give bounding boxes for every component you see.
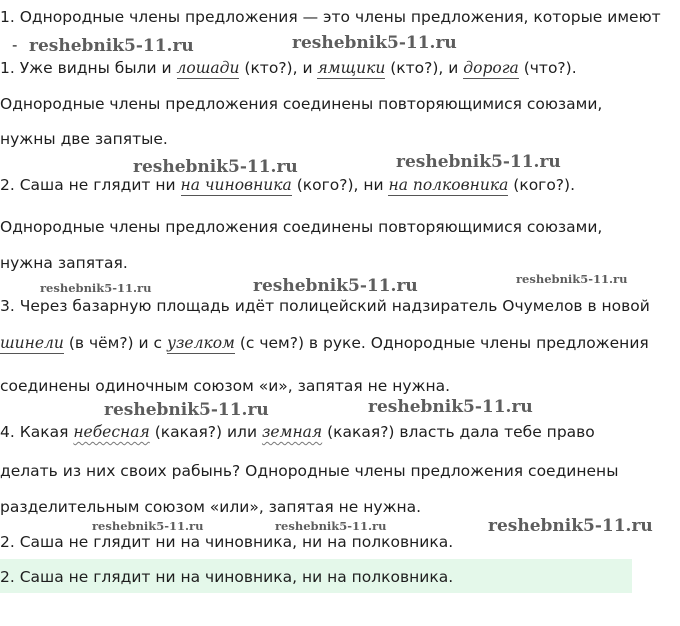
homogeneous-word-na-polkovnika: на полковника xyxy=(388,176,509,194)
watermark: reshebnik5-11.ru xyxy=(92,519,204,533)
sentence-1-start: 1. Уже видны были и xyxy=(0,59,177,77)
sentence-2-start: 2. Саша не глядит ни xyxy=(0,176,181,194)
homogeneous-word-shineli: шинели xyxy=(0,334,64,352)
sentence-3b xyxy=(0,333,649,353)
answer-line-highlighted: 2. Саша не глядит ни на чиновника, ни на полковника. xyxy=(0,568,454,586)
sentence-4 xyxy=(0,422,595,442)
text-line-definition: 1. Однородные члены предложения — это члены предложения, которые имеют xyxy=(0,8,661,26)
homogeneous-word-doroga: дорога xyxy=(463,59,519,77)
question-4: (кого?), ни xyxy=(291,176,389,194)
sentence-2 xyxy=(0,175,575,195)
watermark: reshebnik5-11.ru xyxy=(292,33,457,53)
explanation-4a: делать из них своих рабынь? Однородные члены предложения соединены xyxy=(0,462,619,480)
dash-mark: - xyxy=(12,36,18,54)
watermark: reshebnik5-11.ru xyxy=(104,400,269,420)
watermark: reshebnik5-11.ru xyxy=(29,36,194,56)
watermark: reshebnik5-11.ru xyxy=(516,272,628,286)
question-1: (кто?), и xyxy=(239,59,318,77)
question-3: (что?). xyxy=(518,59,577,77)
sentence-3a: 3. Через базарную площадь идёт полицейский надзиратель Очумелов в новой xyxy=(0,297,650,315)
homogeneous-word-yamshchiki: ямщики xyxy=(317,59,386,77)
question-6: (в чём?) и с xyxy=(63,334,167,352)
explanation-1b: нужны две запятые. xyxy=(0,130,168,148)
watermark: reshebnik5-11.ru xyxy=(396,152,561,172)
watermark: reshebnik5-11.ru xyxy=(253,276,418,296)
explanation-1a: Однородные члены предложения соединены повторяющимися союзами, xyxy=(0,95,603,113)
watermark: reshebnik5-11.ru xyxy=(275,519,387,533)
homogeneous-word-zemnaya: земная xyxy=(261,423,323,441)
watermark: reshebnik5-11.ru xyxy=(368,397,533,417)
explanation-2b: нужна запятая. xyxy=(0,254,128,272)
explanation-4b: разделительным союзом «или», запятая не нужна. xyxy=(0,498,422,516)
question-8: (какая?) или xyxy=(149,423,262,441)
homogeneous-word-na-chinovnika: на чиновника xyxy=(180,176,292,194)
watermark: reshebnik5-11.ru xyxy=(40,281,152,295)
answer-line-plain: 2. Саша не глядит ни на чиновника, ни на полковника. xyxy=(0,533,454,551)
explanation-2a: Однородные члены предложения соединены повторяющимися союзами, xyxy=(0,218,603,236)
question-2: (кто?), и xyxy=(385,59,464,77)
watermark: reshebnik5-11.ru xyxy=(488,516,653,536)
question-7: (с чем?) в руке. Однородные члены предложения xyxy=(234,334,649,352)
sentence-1 xyxy=(0,58,577,78)
homogeneous-word-nebesnaya: небесная xyxy=(73,423,150,441)
explanation-3: соединены одиночным союзом «и», запятая не нужна. xyxy=(0,377,451,395)
sentence-4-start: 4. Какая xyxy=(0,423,74,441)
question-9: (какая?) власть дала тебе право xyxy=(322,423,595,441)
homogeneous-word-uzelkom: узелком xyxy=(166,334,235,352)
question-5: (кого?). xyxy=(508,176,576,194)
homogeneous-word-loshadi: лошади xyxy=(176,59,240,77)
watermark: reshebnik5-11.ru xyxy=(133,157,298,177)
